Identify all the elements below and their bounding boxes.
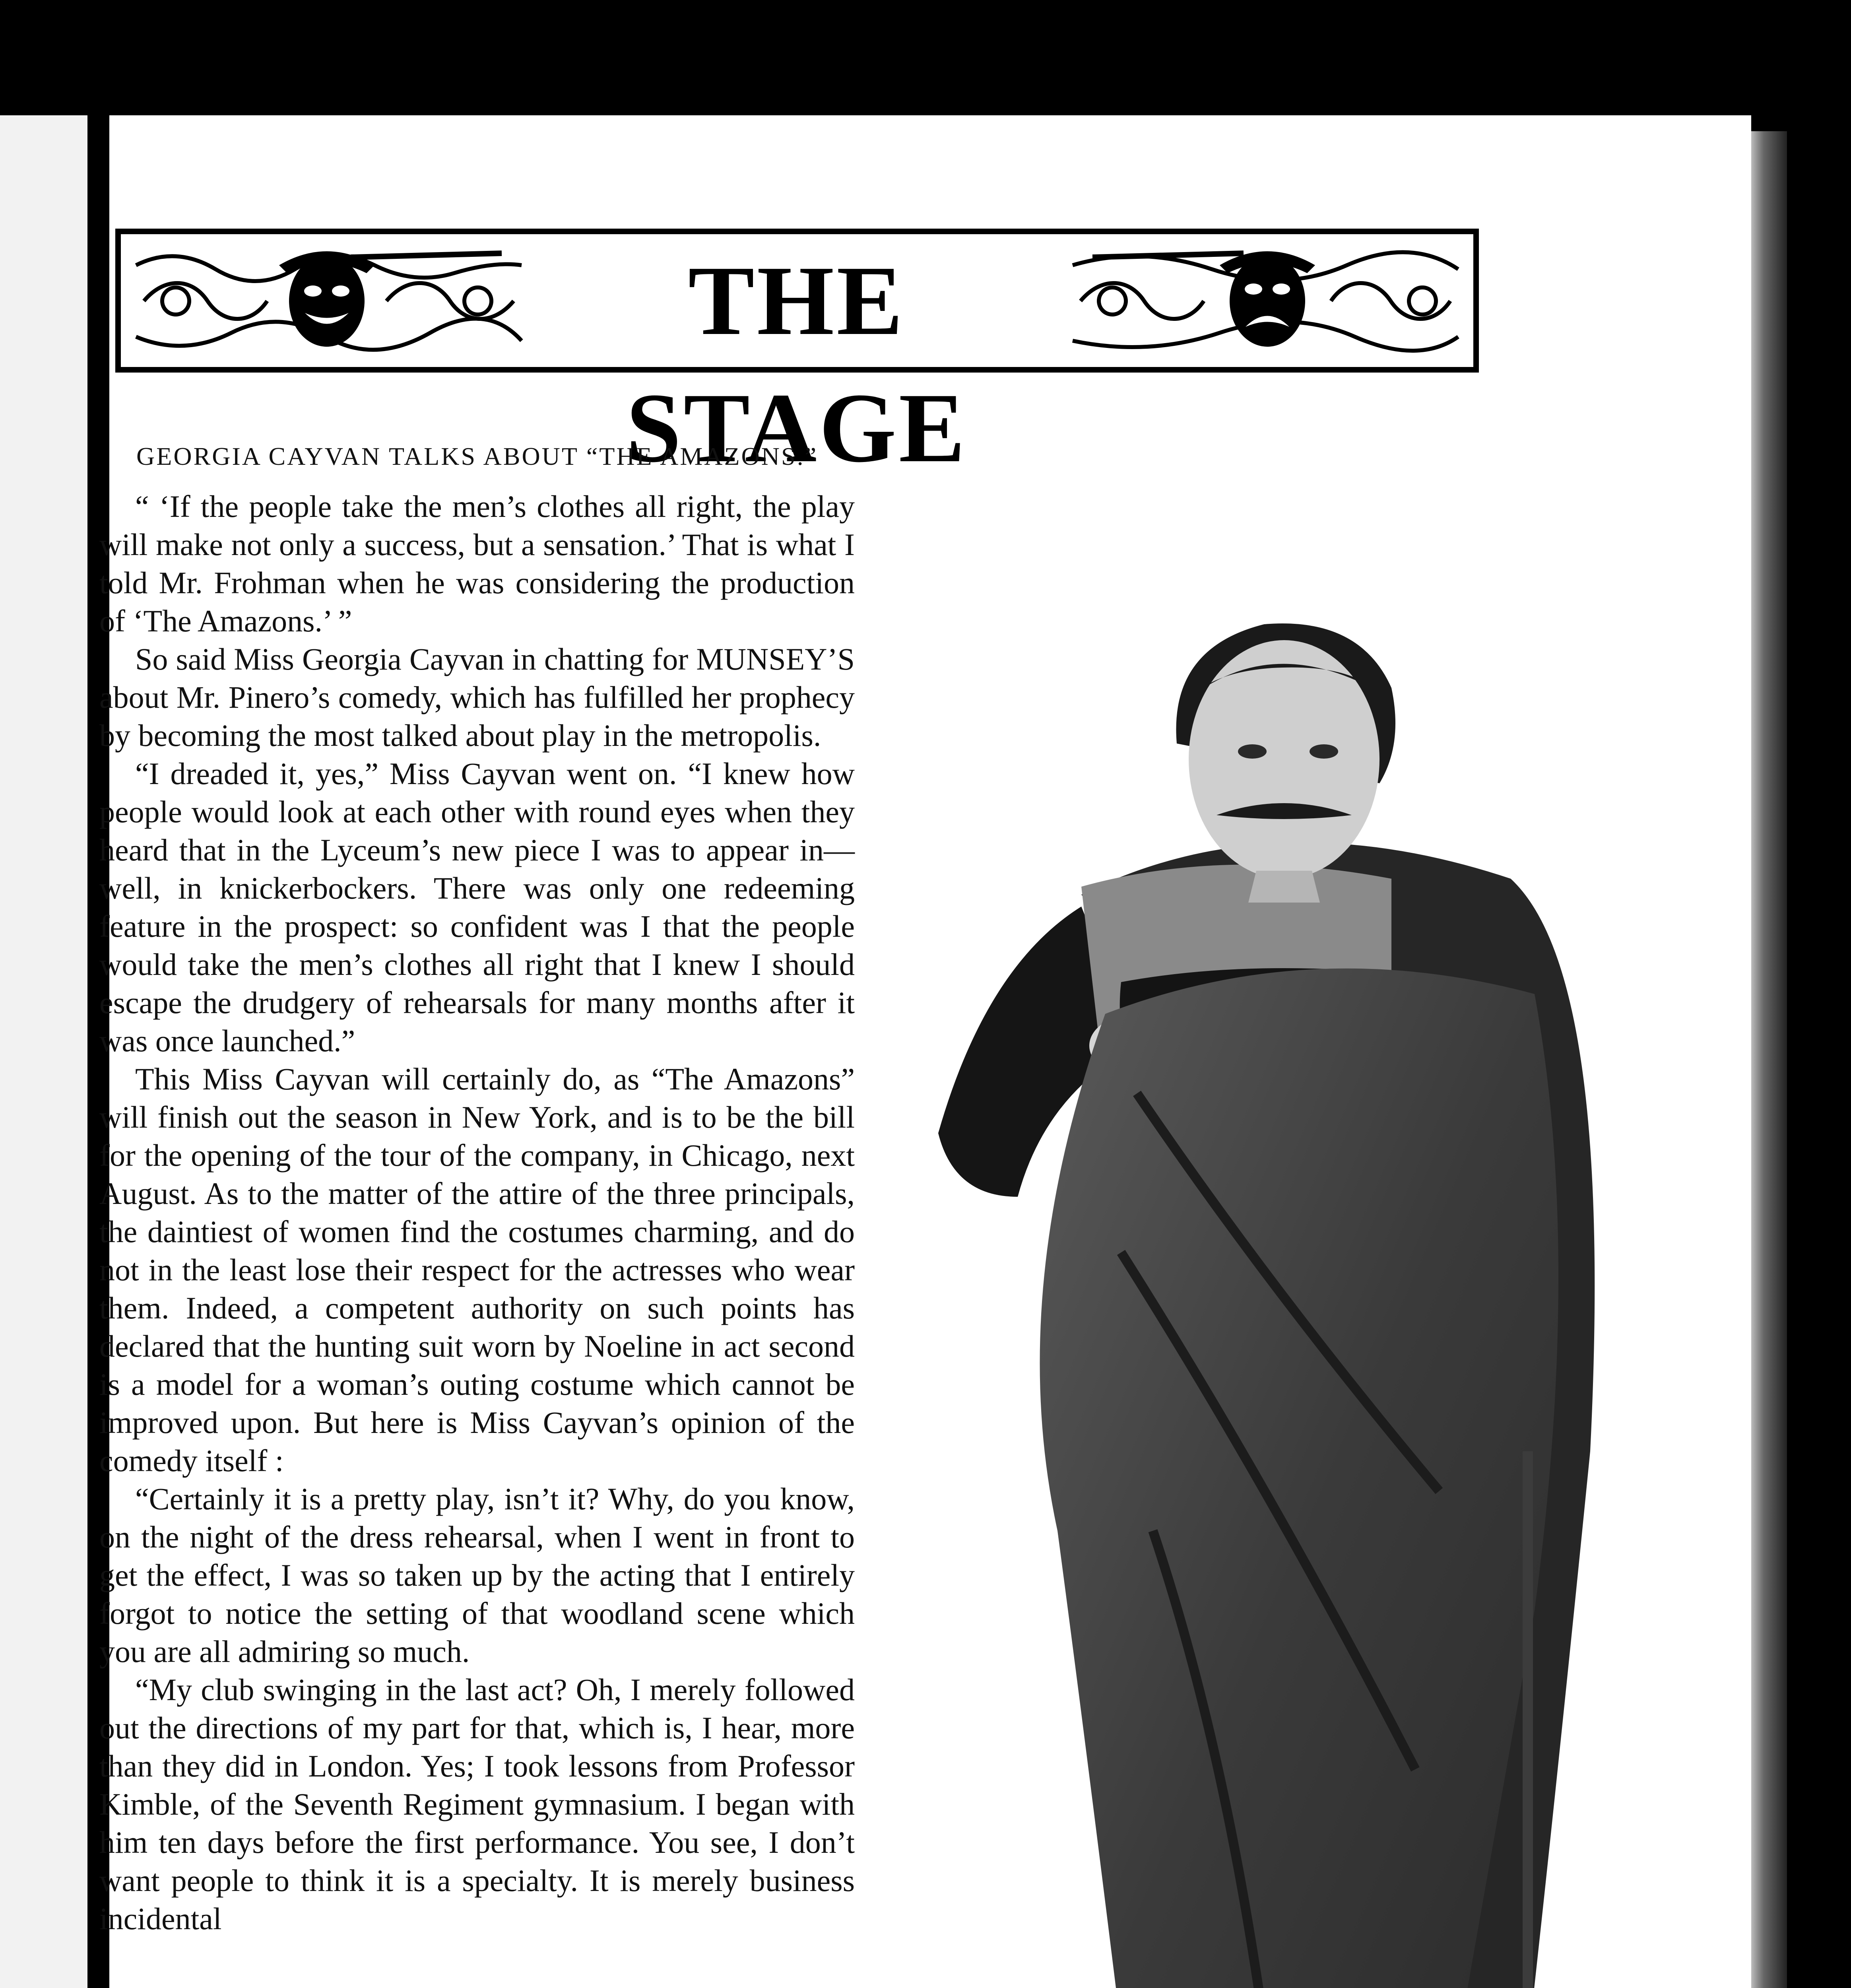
article-headline: GEORGIA CAYVAN TALKS ABOUT “THE AMAZONS.” [136,442,818,470]
article-column [99,437,855,1938]
page-shadow-edge [1751,131,1787,1988]
section-title: THE STAGE [538,237,1055,365]
article-paragraph: “Certainly it is a pretty play, isn’t it? Why, do you know, on the night of the dress rehearsal, when I went in front to get the effect, I was so taken up by the acting that I entirely forgot to notice the setting of that woodland scene which you are all admiring so much. [99,1481,855,1669]
tragedy-mask-icon [1069,241,1466,361]
article-paragraph: This Miss Cayvan will certainly do, as “The Amazons” will finish out the season in New York, and is to be the bill for the opening of the tour of the company, in Chicago, next August. As to the matter of the attire of the three principals, the daintiest of women find the costumes charming, and do not in the least lose their respect for the actresses who wear them. Indeed, a competent authority on such points has declared that the hunting suit worn by Noeline in act second is a model for a woman’s outing costume which cannot be improved upon. But here is Miss Cayvan’s opinion of the comedy itself : [99,1062,855,1478]
comedy-mask-icon [128,241,526,361]
portrait-photograph [914,577,1622,1988]
facing-page-edge [0,115,87,1988]
article-paragraph: “My club swinging in the last act? Oh, I merely followed out the directions of my part for that, which is, I hear, more than they did in London. Yes; I took lessons from Professor Kimble, of the Seventh Regiment gymnasium. I began with him ten days before the first performance. You see, I don’t want people to think it is a specialty. It is merely business incidental [99,1672,855,1936]
article-paragraph: So said Miss Georgia Cayvan in chatting for MUNSEY’S about Mr. Pinero’s comedy, which has fulfilled her prophecy by becoming the most talked about play in the metropolis. [99,642,855,753]
article-paragraph: “ ‘If the people take the men’s clothes all right, the play will make not only a success, but a sensation.’ That is what I told Mr. Frohman when he was considering the production of ‘The Amazons.’ ” [99,489,855,638]
article-paragraph: “I dreaded it, yes,” Miss Cayvan went on. “I knew how people would look at each other with round eyes when they heard that in the Lyceum’s new piece I was to appear in—well, in knickerbockers. There was only one redeeming feature in the prospect: so confident was I that the people would take the men’s clothes all right that I knew I should escape the drudgery of rehearsals for many months after it was once launched.” [99,756,855,1058]
